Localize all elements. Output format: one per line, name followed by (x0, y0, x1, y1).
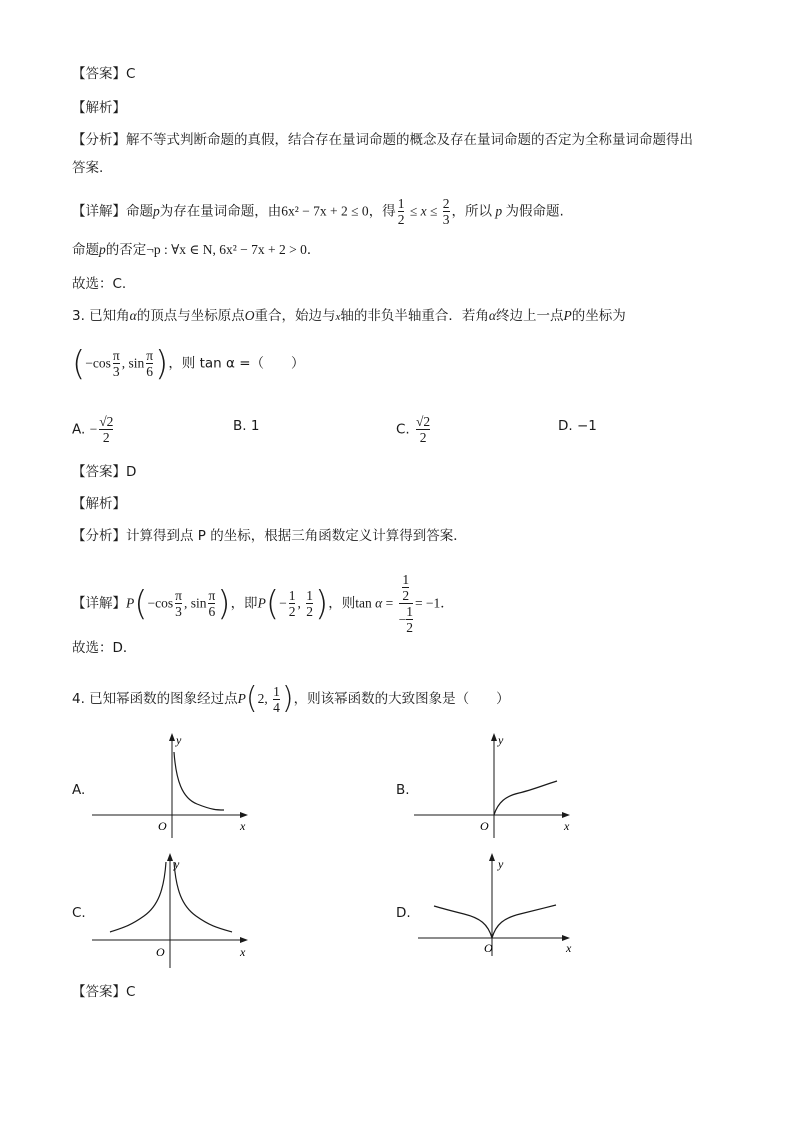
var-O: O (244, 308, 255, 323)
q4-label-d: D. (396, 905, 411, 921)
q4-label-b: B. (396, 782, 410, 798)
q3-ze: ，则 (328, 595, 356, 612)
q4-label-c: C. (72, 905, 86, 921)
q3-option-c (396, 414, 432, 445)
q2-neg-expression: ¬p : ∀x ∈ N, 6x² − 7x + 2 > 0 (146, 242, 307, 257)
origin-label: O (484, 941, 493, 955)
q3-guxuan: 故选：D． (72, 640, 137, 656)
origin-label: O (480, 819, 489, 833)
y-label: y (174, 857, 180, 871)
y-label: y (176, 733, 182, 747)
var-alpha: α (488, 308, 496, 323)
q4-stem-b: ，则该幂函数的大致图象是（ ） (293, 691, 510, 707)
var-x: x (335, 311, 341, 323)
frac-pi-over-6: $\frac{\pi}{6}$ (146, 348, 154, 379)
q3-xiangjie-label: 【详解】 (72, 595, 126, 612)
frac-one-quarter: $\frac{1}{4}$ (273, 683, 280, 715)
q3-stem-f: 的坐标为 (571, 308, 626, 324)
q2-fenxi-line2: 答案. (72, 160, 104, 176)
q2-de: ，得 (368, 203, 396, 220)
q3-stem-c: 重合，始边与 (254, 308, 336, 324)
frac-two-thirds: $\frac{2}{3}$ (442, 196, 450, 227)
option-a-label: A. (72, 421, 86, 438)
var-p: p (99, 242, 106, 257)
origin-label: O (156, 945, 165, 959)
q2-negation: 命题p的否定¬p : ∀x ∈ N, 6x² − 7x + 2 > 0． (72, 242, 321, 258)
q4-answer: 【答案】C (72, 984, 136, 1000)
graph-c (92, 848, 262, 970)
q3-fenxi: 【分析】计算得到点 P 的坐标，根据三角函数定义计算得到答案． (72, 528, 467, 544)
q3-ji: ，即 (230, 595, 258, 612)
q2-fenxi-line1: 【分析】解不等式判断命题的真假，结合存在量词命题的概念及存在量词命题的否定为全称量词命题得出 (72, 132, 693, 148)
x-axis-arrow (240, 812, 248, 818)
var-alpha: α (129, 308, 137, 323)
q4-stem-a: 4. 已知幂函数的图象经过点 (72, 691, 238, 707)
y-axis-arrow (489, 853, 495, 861)
origin-label: O (158, 819, 167, 833)
q2-xiangjie-text: 为存在量词命题，由 (159, 203, 282, 220)
q2-jiexi: 【解析】 (72, 100, 126, 116)
curve-right (174, 862, 232, 932)
q3-stem-b: 的顶点与坐标原点 (136, 308, 245, 324)
q2-xiangjie-label: 【详解】命题 (72, 203, 153, 220)
q2-xiangjie: 【详解】命题p为存在量词命题，由6x² − 7x + 2 ≤ 0，得 $\frac{1}{2}$ ≤ x ≤ $\frac{2}{3}$ ，所以 p 为假命题. (72, 196, 564, 227)
q3-ze-tan: ，则 tan α =（ ） (168, 355, 305, 372)
curve-left (110, 862, 166, 932)
q3-xiangjie: 【详解】P(−cos $\frac{\pi}{3}$ , sin $\frac{\pi}{6}$ )，即P(− $\frac{1}{2}$ , $\frac{1}{2}$ )，则tan α = $\frac{1}{2}$ − $\frac{1}{2}$ = −1． (72, 572, 454, 635)
var-p: p (492, 203, 506, 219)
curve-right (492, 905, 556, 938)
q3-stem-line1 (72, 306, 626, 327)
q4-stem: 4. 已知幂函数的图象经过点P(2, $\frac{1}{4}$ )，则该幂函数的大致图象是（ ） (72, 681, 510, 716)
q2-answer: 【答案】C (72, 66, 136, 82)
x-axis-arrow (562, 812, 570, 818)
q2-guxuan: 故选：C. (72, 276, 127, 292)
compound-fraction: $\frac{1}{2}$ − $\frac{1}{2}$ (398, 572, 413, 635)
q2-jiaming: 为假命题. (505, 203, 564, 220)
x-label: x (566, 941, 572, 955)
frac-pi-over-3: $\frac{\pi}{3}$ (112, 348, 120, 379)
var-P: P (563, 308, 572, 323)
x-label: x (564, 819, 570, 833)
q3-answer: 【答案】D (72, 464, 137, 480)
q3-jiexi: 【解析】 (72, 496, 126, 512)
q4-label-a: A. (72, 782, 86, 798)
y-label: y (498, 857, 504, 871)
graph-d (414, 848, 584, 958)
curve (494, 781, 557, 815)
y-axis-arrow (169, 733, 175, 741)
graph-b (414, 730, 584, 840)
curve (174, 752, 224, 810)
q3-stem-d: 轴的非负半轴重合．若角 (340, 308, 489, 324)
q2-suoyi: ，所以 (451, 203, 493, 220)
x-axis-arrow (240, 937, 248, 943)
q2-inequality: 6x² − 7x + 2 ≤ 0 (281, 203, 369, 219)
q2-neg-label: 命题 (72, 242, 99, 258)
q3-stem-e: 终边上一点 (496, 308, 564, 324)
q3-option-d: D. −1 (558, 418, 597, 434)
q2-neg-text: 的否定 (105, 242, 147, 258)
q3-option-a: A. − $\frac{√2}{2}$ (72, 414, 114, 445)
q3-option-b: B. 1 (233, 418, 260, 434)
option-c-label: C. (396, 421, 410, 438)
x-label: x (240, 819, 246, 833)
q3-stem-a: 3. 已知角 (72, 308, 130, 324)
q3-result: = −1． (414, 595, 454, 611)
y-label: y (498, 733, 504, 747)
y-axis-arrow (167, 853, 173, 861)
frac-one-half: $\frac{1}{2}$ (397, 196, 405, 227)
q3-stem-line2: (−cos $\frac{\pi}{3}$ , sin $\frac{\pi}{6}$ )，则 tan α =（ ） (72, 343, 305, 384)
var-p: p (153, 203, 160, 219)
frac-sqrt2-over-2: $\frac{√2}{2}$ (416, 414, 431, 445)
curve-left (434, 906, 492, 938)
graph-a (92, 730, 262, 840)
frac-neg-sqrt2-over-2: $\frac{√2}{2}$ (99, 414, 114, 445)
x-label: x (240, 945, 246, 959)
y-axis-arrow (491, 733, 497, 741)
